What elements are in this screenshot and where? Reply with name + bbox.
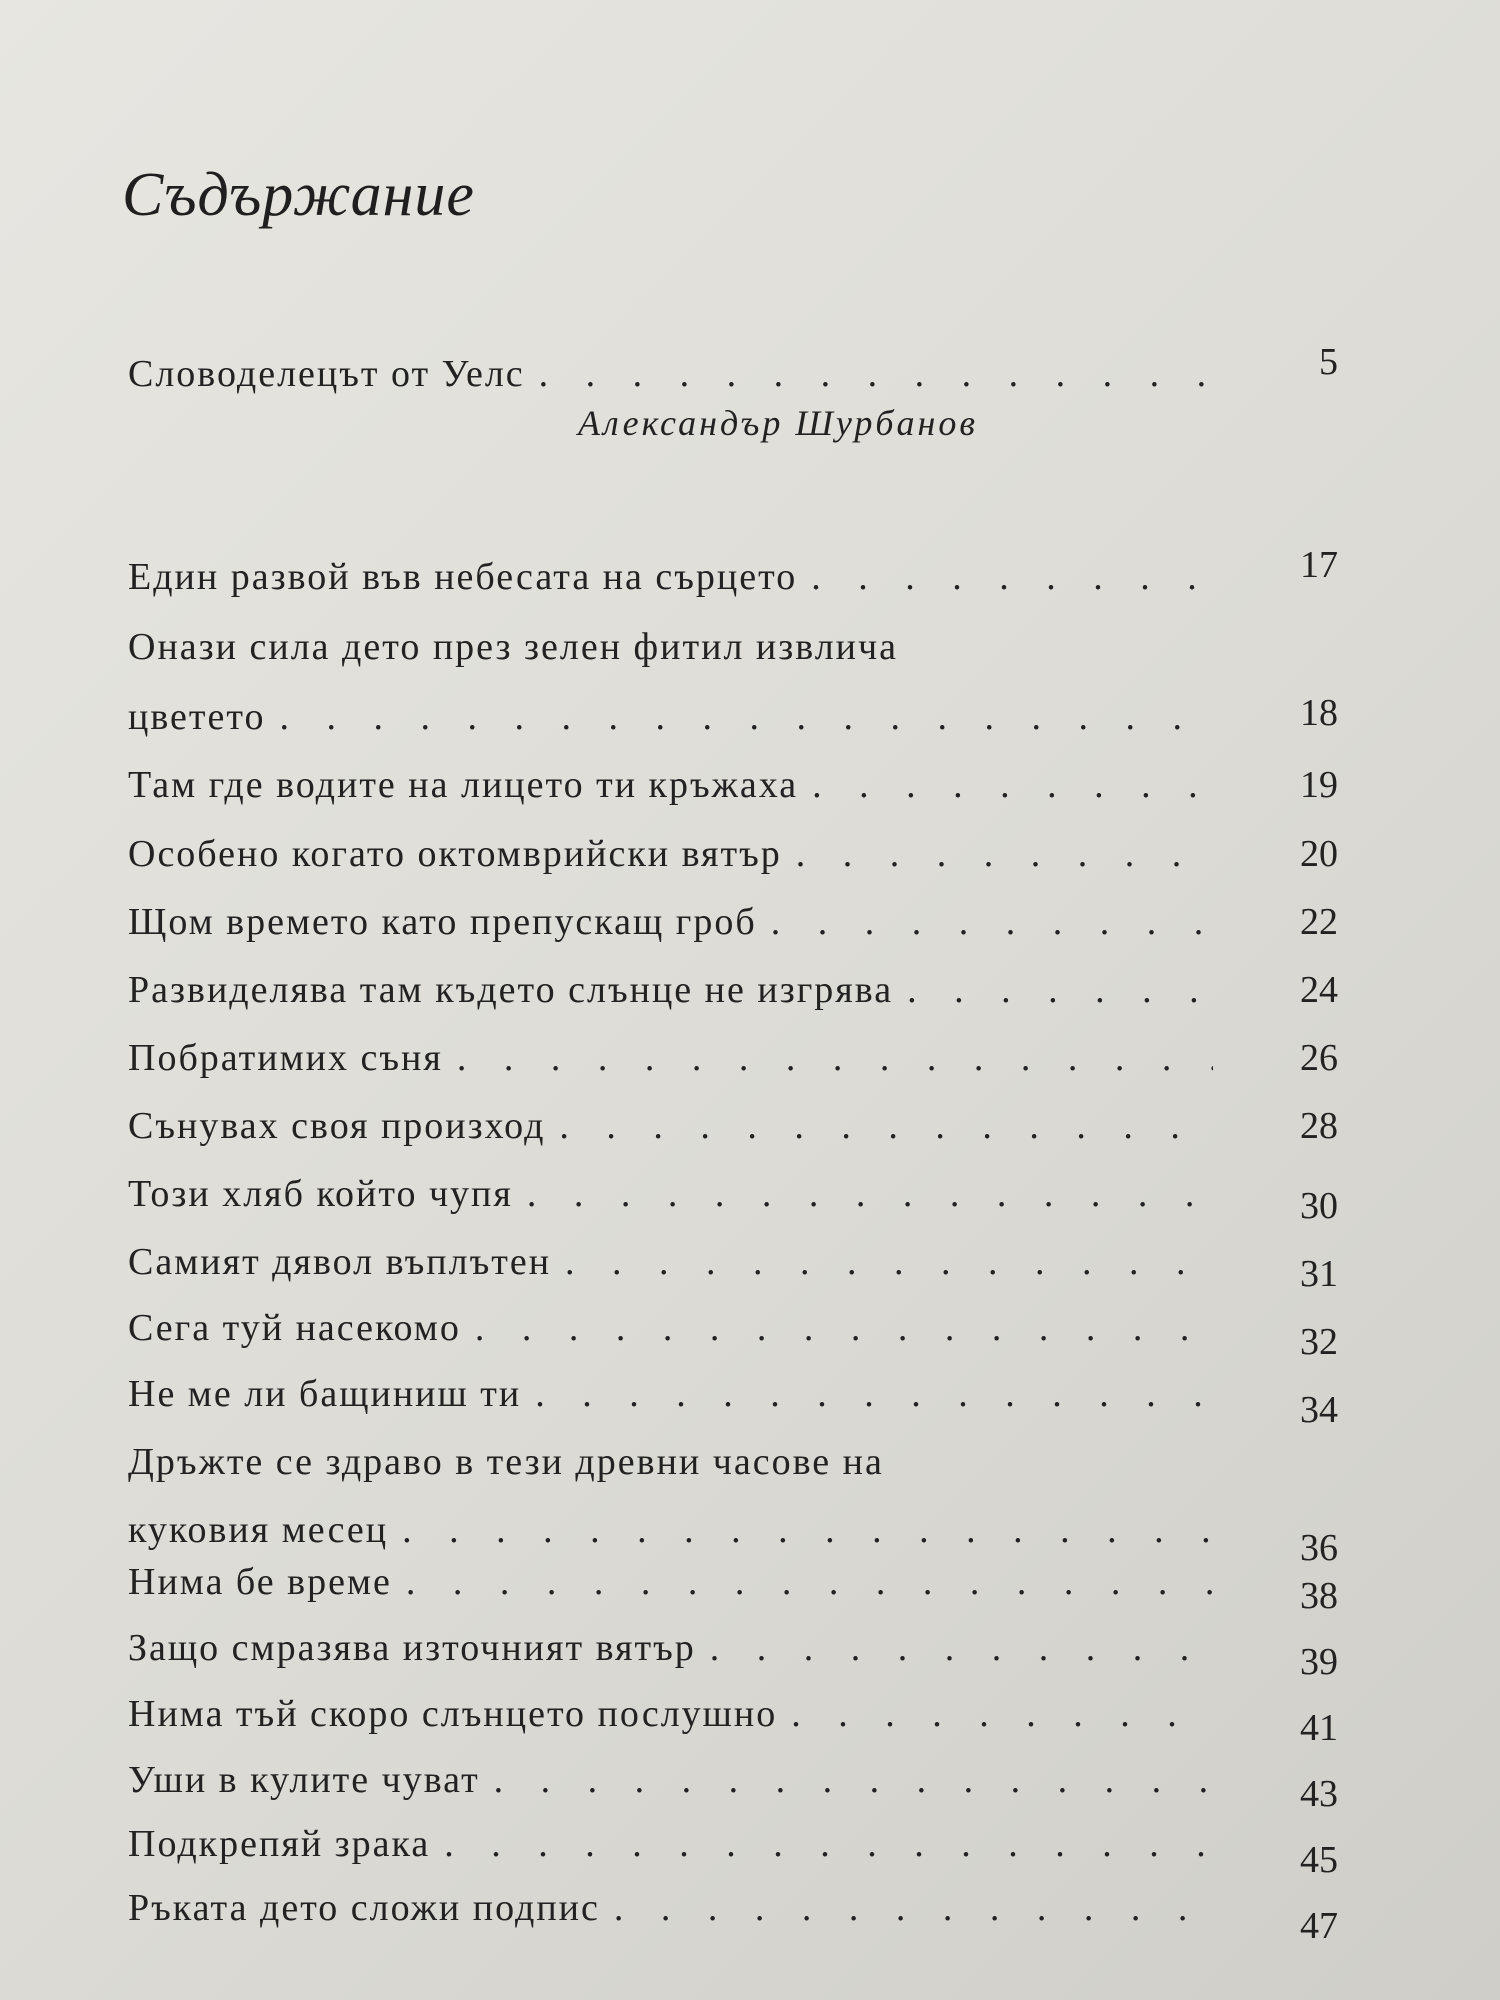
toc-entry-title: Не ме ли бащиниш ти (128, 1373, 522, 1415)
toc-page-number: 28 (1300, 1105, 1338, 1147)
toc-entry-title: Словоделецът от Уелс (128, 353, 525, 395)
toc-line (128, 1172, 1213, 1216)
toc-entry (128, 1692, 1338, 1752)
toc-page-number: 26 (1300, 1037, 1338, 1079)
dot-leader (444, 1822, 1213, 1866)
toc-entry-title-line1: Онази сила дето през зелен фитил извлича (128, 626, 898, 668)
toc-entry-title: Щом времето като препускащ гроб (128, 901, 757, 943)
toc-entry (128, 1440, 1338, 1570)
dot-leader (280, 695, 1214, 739)
toc-entry (128, 1240, 1338, 1300)
toc-entry-title: Нима бе време (128, 1561, 392, 1603)
dot-leader (796, 832, 1213, 876)
toc-page-number: 43 (1300, 1773, 1338, 1815)
dot-leader (811, 555, 1213, 599)
dot-leader (907, 968, 1213, 1012)
toc-line (128, 1560, 1213, 1604)
toc-page-number: 47 (1300, 1905, 1338, 1947)
toc-line (128, 1036, 1213, 1080)
dot-leader (771, 900, 1213, 944)
toc-page-number: 18 (1300, 692, 1338, 734)
dot-leader (527, 1172, 1213, 1216)
toc-entry (128, 1822, 1338, 1882)
toc-line (128, 1508, 1213, 1552)
toc-entry (128, 763, 1338, 823)
toc-entry-title: Този хляб който чупя (128, 1173, 513, 1215)
toc-entry (128, 1626, 1338, 1686)
toc-entry-title: Побратимих съня (128, 1037, 443, 1079)
toc-line (128, 1306, 1213, 1350)
toc-page-number: 45 (1300, 1839, 1338, 1881)
toc-line (128, 352, 1213, 396)
dot-leader (406, 1560, 1213, 1604)
toc-entry-title: Там где водите на лицето ти кръжаха (128, 764, 799, 806)
toc-entry-title: Особено когато октомврийски вятър (128, 833, 782, 875)
dot-leader (565, 1240, 1213, 1284)
toc-entry-title: Ръката дето сложи подпис (128, 1887, 600, 1929)
dot-leader (559, 1104, 1213, 1148)
toc-entry-title: Развиделява там където слънце не изгрява (128, 969, 894, 1011)
toc-entry-title: Самият дявол въплътен (128, 1241, 552, 1283)
toc-page-number: 38 (1300, 1575, 1338, 1617)
toc-entry (128, 1886, 1338, 1946)
dot-leader (791, 1692, 1213, 1736)
toc-entry (128, 1172, 1338, 1232)
toc-entry (128, 968, 1338, 1028)
toc-page-number: 30 (1300, 1185, 1338, 1227)
toc-line (128, 1372, 1213, 1416)
toc-entry-title: цветето (128, 696, 266, 738)
toc-entry-title: Един развой във небесата на сърцето (128, 556, 798, 598)
toc-line (128, 1822, 1213, 1866)
toc-line (128, 1758, 1213, 1802)
toc-page-number: 22 (1300, 901, 1338, 943)
toc-page-number: 17 (1300, 544, 1338, 586)
toc-line (128, 1240, 1213, 1284)
dot-leader (475, 1306, 1213, 1350)
toc-entry (128, 1104, 1338, 1164)
toc-page-number: 32 (1300, 1321, 1338, 1363)
toc-entry-title: куковия месец (128, 1509, 389, 1551)
toc-line (128, 832, 1213, 876)
toc-line (128, 968, 1213, 1012)
toc-page-number: 24 (1300, 969, 1338, 1011)
toc-line (128, 1104, 1213, 1148)
toc-entry (128, 1560, 1338, 1620)
toc-entry (128, 625, 1338, 755)
dot-leader (710, 1626, 1213, 1670)
toc-entry-title: Нима тъй скоро слънцето послушно (128, 1693, 778, 1735)
dot-leader (539, 352, 1213, 396)
toc-entry-title: Защо смразява източният вятър (128, 1627, 696, 1669)
toc-entry (128, 900, 1338, 960)
toc-page-number: 19 (1300, 764, 1338, 806)
toc-page-number: 20 (1300, 833, 1338, 875)
toc-entry (128, 1372, 1338, 1432)
toc-entry-title: Уши в кулите чуват (128, 1759, 480, 1801)
toc-entry-title: Сънувах своя произход (128, 1105, 546, 1147)
toc-entry-title: Подкрепяй зрака (128, 1823, 431, 1865)
toc-entry (128, 832, 1338, 892)
dot-leader (812, 763, 1213, 807)
toc-line (128, 555, 1213, 599)
toc-entry (128, 1758, 1338, 1818)
toc-line (128, 900, 1213, 944)
toc-entry (128, 1036, 1338, 1096)
toc-line (128, 1692, 1213, 1736)
dot-leader (402, 1508, 1213, 1552)
preface-author: Александър Шурбанов (578, 403, 979, 443)
toc-line (128, 695, 1213, 739)
dot-leader (535, 1372, 1213, 1416)
dot-leader (494, 1758, 1213, 1802)
toc-entry (128, 1306, 1338, 1366)
toc-line (128, 763, 1213, 807)
toc-entry-title: Сега туй насекомо (128, 1307, 461, 1349)
toc-page-number: 39 (1300, 1641, 1338, 1683)
toc-page-number: 34 (1300, 1389, 1338, 1431)
dot-leader (614, 1886, 1213, 1930)
toc-entry (128, 544, 1338, 615)
toc-page-number: 41 (1300, 1707, 1338, 1749)
toc-line (128, 1626, 1213, 1670)
toc-line (128, 1886, 1213, 1930)
toc-entry-title-line1: Дръжте се здраво в тези древни часове на (128, 1441, 884, 1483)
dot-leader (457, 1036, 1213, 1080)
toc-page-number: 5 (1319, 341, 1338, 383)
toc-page-number: 36 (1300, 1527, 1338, 1569)
toc-page-number: 31 (1300, 1253, 1338, 1295)
page-title: Съдържание (122, 161, 475, 229)
